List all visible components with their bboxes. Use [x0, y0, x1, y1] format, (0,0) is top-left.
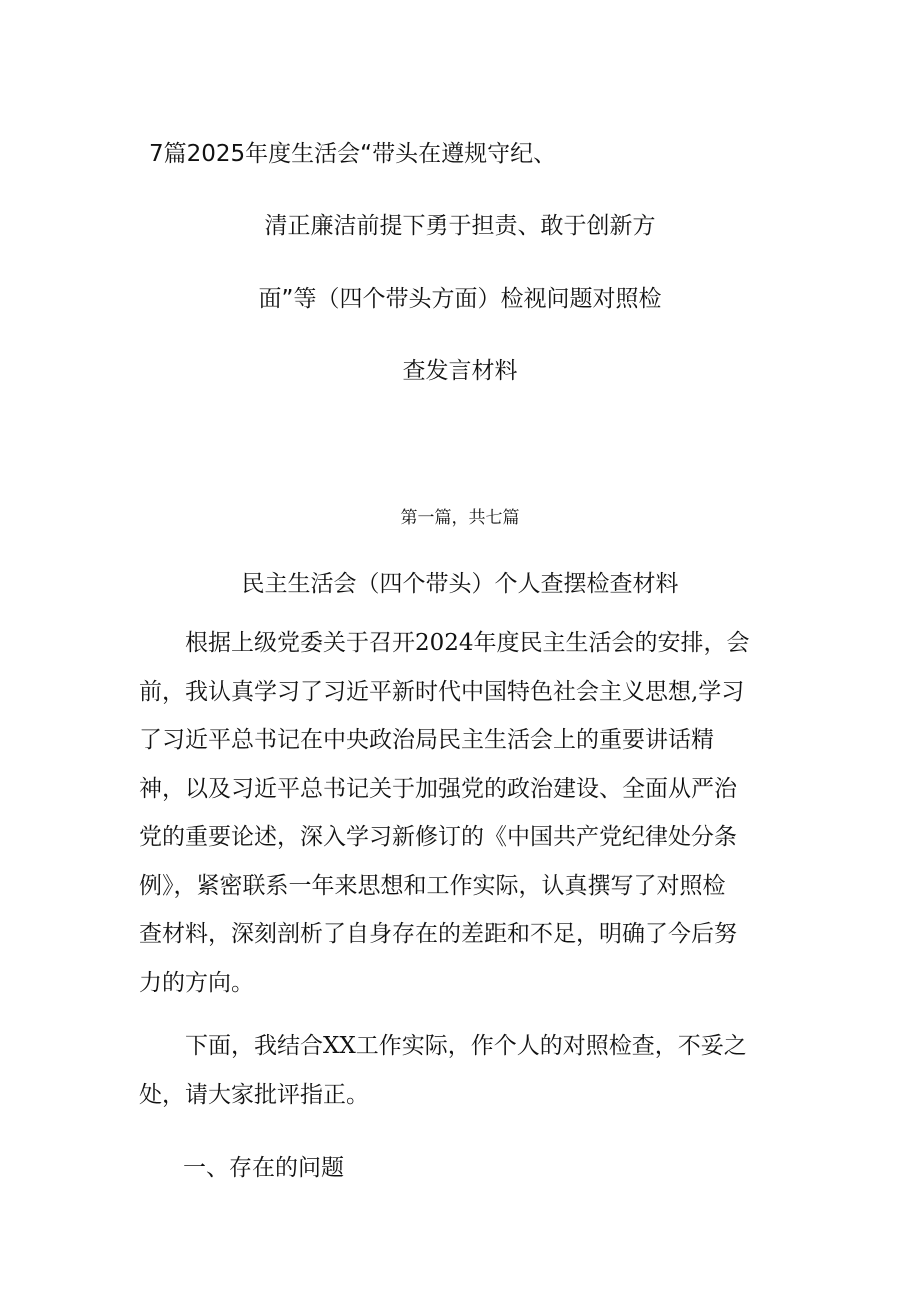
paragraph-2 [139, 1022, 799, 1119]
paragraph-1-line: 力的方向。 [139, 969, 254, 996]
paragraph-1-line: 前，我认真学习了习近平新时代中国特色社会主义思想,学习 [139, 678, 745, 705]
part-label: 第一篇，共七篇 [400, 508, 520, 528]
heading-existing-problems: 一、存在的问题 [183, 1155, 344, 1181]
paragraph-2-line: 处，请大家批评指正。 [139, 1081, 369, 1108]
section-title: 民主生活会（四个带头）个人查摆检查材料 [241, 571, 679, 597]
document-title-line-4: 查发言材料 [402, 358, 518, 384]
paragraph-1-line: 根据上级党委关于召开2024年度民主生活会的安排，会 [185, 630, 750, 656]
paragraph-2-line: 下面，我结合XX工作实际，作个人的对照检查，不妥之 [185, 1033, 747, 1059]
paragraph-1-line: 神，以及习近平总书记关于加强党的政治建设、全面从严治 [139, 775, 737, 802]
document-title-line-3: 面”等（四个带头方面）检视问题对照检 [258, 286, 662, 312]
document-title-line-1: 7篇2025年度生活会“带头在遵规守纪、 [149, 141, 557, 167]
paragraph-1-line: 例》，紧密联系一年来思想和工作实际，认真撰写了对照检 [139, 872, 726, 899]
paragraph-1-line: 了习近平总书记在中央政治局民主生活会上的重要讲话精 [139, 727, 714, 753]
paragraph-1-line: 党的重要论述，深入学习新修订的《中国共产党纪律处分条 [139, 824, 737, 850]
paragraph-1-line: 查材料，深刻剖析了自身存在的差距和不足，明确了今后努 [139, 921, 737, 947]
document-title-line-2: 清正廉洁前提下勇于担责、敢于创新方 [264, 213, 656, 239]
paragraph-1 [139, 619, 799, 1007]
